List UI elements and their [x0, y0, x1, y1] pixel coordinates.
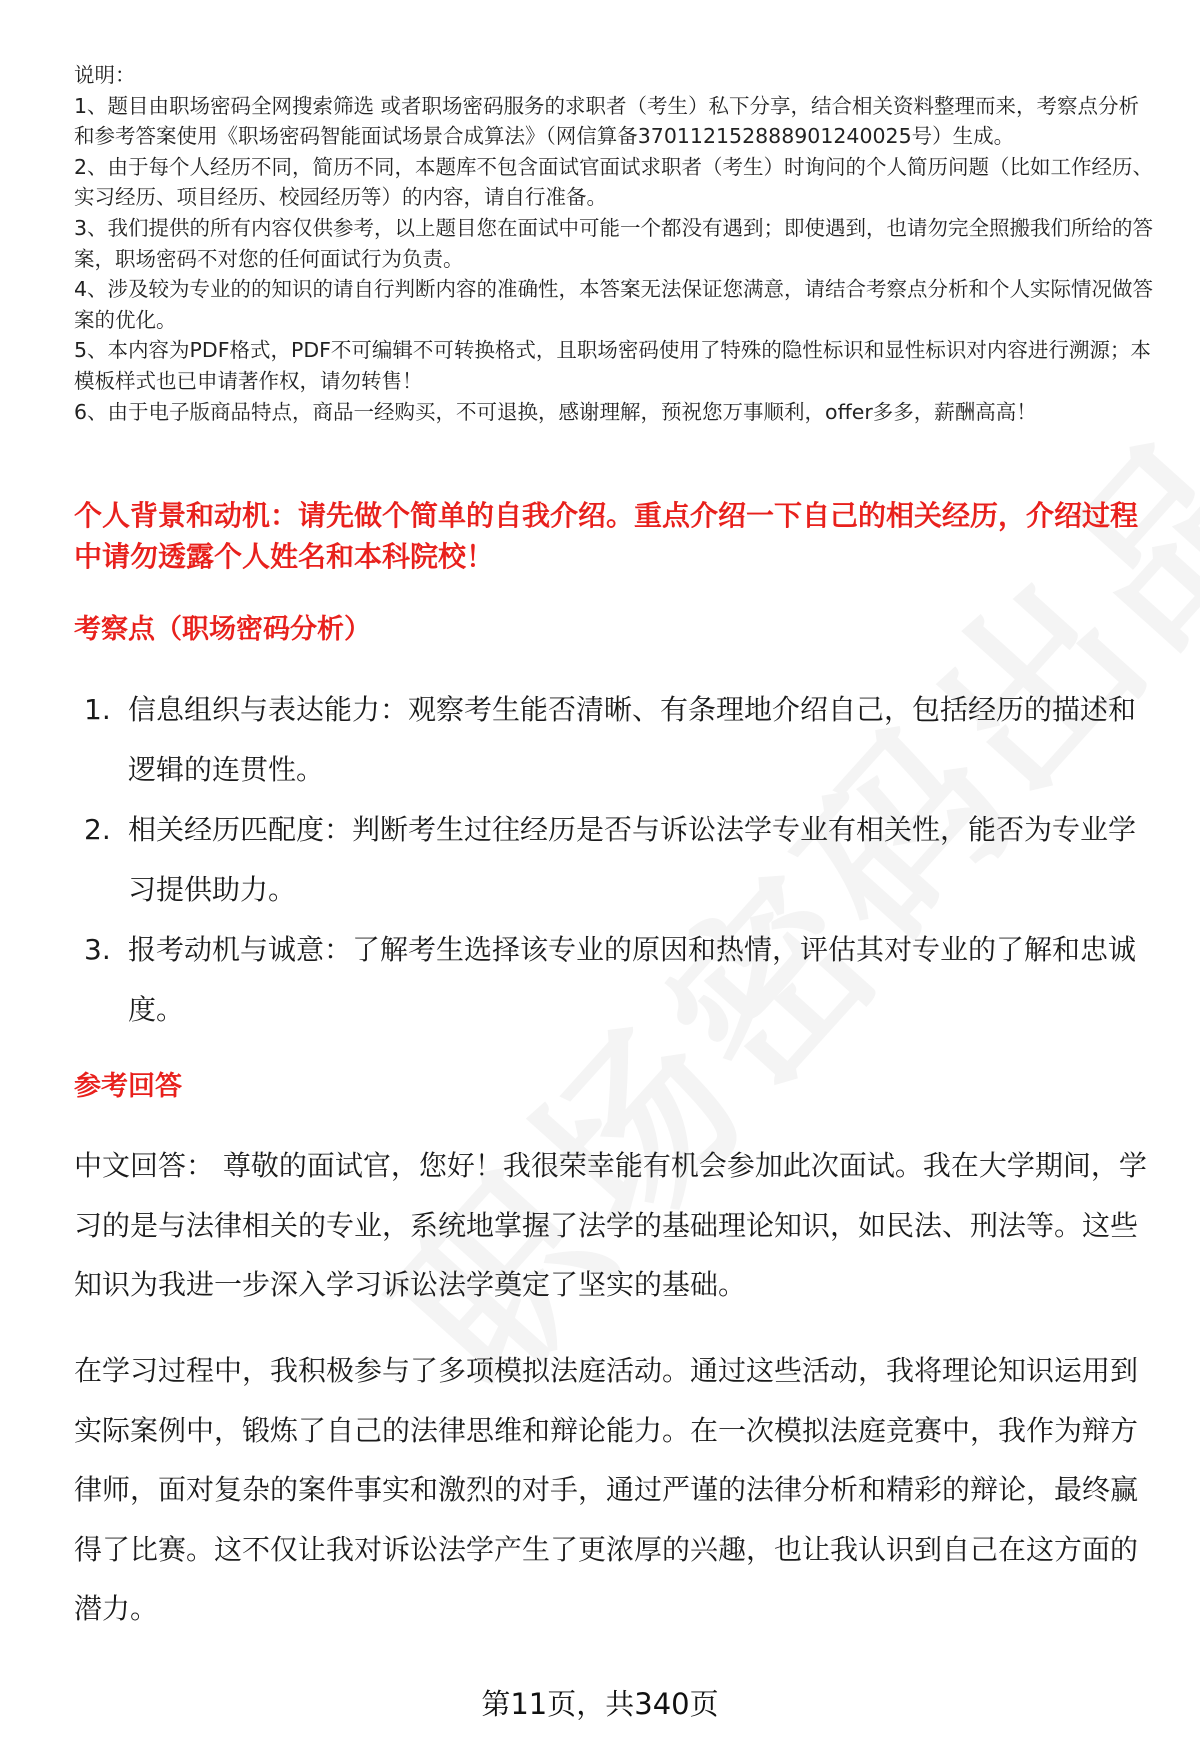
- point-text: 报考动机与诚意：了解考生选择该专业的原因和热情，评估其对专业的了解和忠诚度。: [128, 933, 1137, 1026]
- reference-title: 参考回答: [74, 1071, 182, 1102]
- analysis-points: [74, 680, 1154, 1040]
- analysis-title: 考察点（职场密码分析）: [74, 614, 371, 645]
- answer-paragraph: 在学习过程中，我积极参与了多项模拟法庭活动。通过这些活动，我将理论知识运用到实际案例中，锻炼了自己的法律思维和辩论能力。在一次模拟法庭竞赛中，我作为辩方律师，面对复杂的案件事实和激烈的对手，通过严谨的法律分析和精彩的辩论，最终赢得了比赛。这不仅让我对诉讼法学产生了更浓厚的兴趣，也让我认识到自己在这方面的潜力。: [74, 1354, 1139, 1625]
- point-number: 3.: [84, 933, 111, 966]
- notes-item: 3、我们提供的所有内容仅供参考，以上题目您在面试中可能一个都没有遇到；即使遇到，也请勿完全照搬我们所给的答案，职场密码不对您的任何面试行为负责。: [74, 215, 1154, 271]
- disclaimer-notes: [74, 60, 1154, 427]
- notes-item: 1、题目由职场密码全网搜索筛选 或者职场密码服务的求职者（考生）私下分享，结合相关资料整理而来，考察点分析和参考答案使用《职场密码智能面试场景合成算法》（网信算备370112152888901240025号）生成。: [74, 93, 1140, 149]
- point-text: 信息组织与表达能力：观察考生能否清晰、有条理地介绍自己，包括经历的描述和逻辑的连贯性。: [128, 693, 1137, 786]
- analysis-point: [74, 800, 1154, 920]
- notes-item: 4、涉及较为专业的的知识的请自行判断内容的准确性，本答案无法保证您满意，请结合考察点分析和个人实际情况做答案的优化。: [74, 277, 1154, 332]
- notes-item: 6、由于电子版商品特点，商品一经购买，不可退换，感谢理解，预祝您万事顺利，offer多多，薪酬高高！: [74, 399, 1037, 424]
- notes-title: 说明：: [74, 63, 136, 87]
- interview-question: 个人背景和动机：请先做个简单的自我介绍。重点介绍一下自己的相关经历，介绍过程中请勿透露个人姓名和本科院校！: [74, 499, 1139, 573]
- point-text: 相关经历匹配度：判断考生过往经历是否与诉讼法学专业有相关性，能否为专业学习提供助力。: [128, 813, 1137, 906]
- point-number: 2.: [84, 813, 111, 846]
- analysis-point: [74, 680, 1154, 800]
- analysis-point: [74, 920, 1154, 1040]
- notes-item: 2、由于每个人经历不同，简历不同，本题库不包含面试官面试求职者（考生）时询问的个人简历问题（比如工作经历、实习经历、项目经历、校园经历等）的内容，请自行准备。: [74, 154, 1154, 210]
- answer-paragraph: 中文回答： 尊敬的面试官，您好！我很荣幸能有机会参加此次面试。我在大学期间，学习的是与法律相关的专业，系统地掌握了法学的基础理论知识，如民法、刑法等。这些知识为我进一步深入学习诉讼法学奠定了坚实的基础。: [74, 1149, 1147, 1301]
- point-number: 1.: [84, 693, 111, 726]
- page-number: 第11页，共340页: [481, 1687, 719, 1721]
- notes-item: 5、本内容为PDF格式，PDF不可编辑不可转换格式，且职场密码使用了特殊的隐性标识和显性标识对内容进行溯源；本模板样式也已申请著作权，请勿转售！: [74, 338, 1151, 393]
